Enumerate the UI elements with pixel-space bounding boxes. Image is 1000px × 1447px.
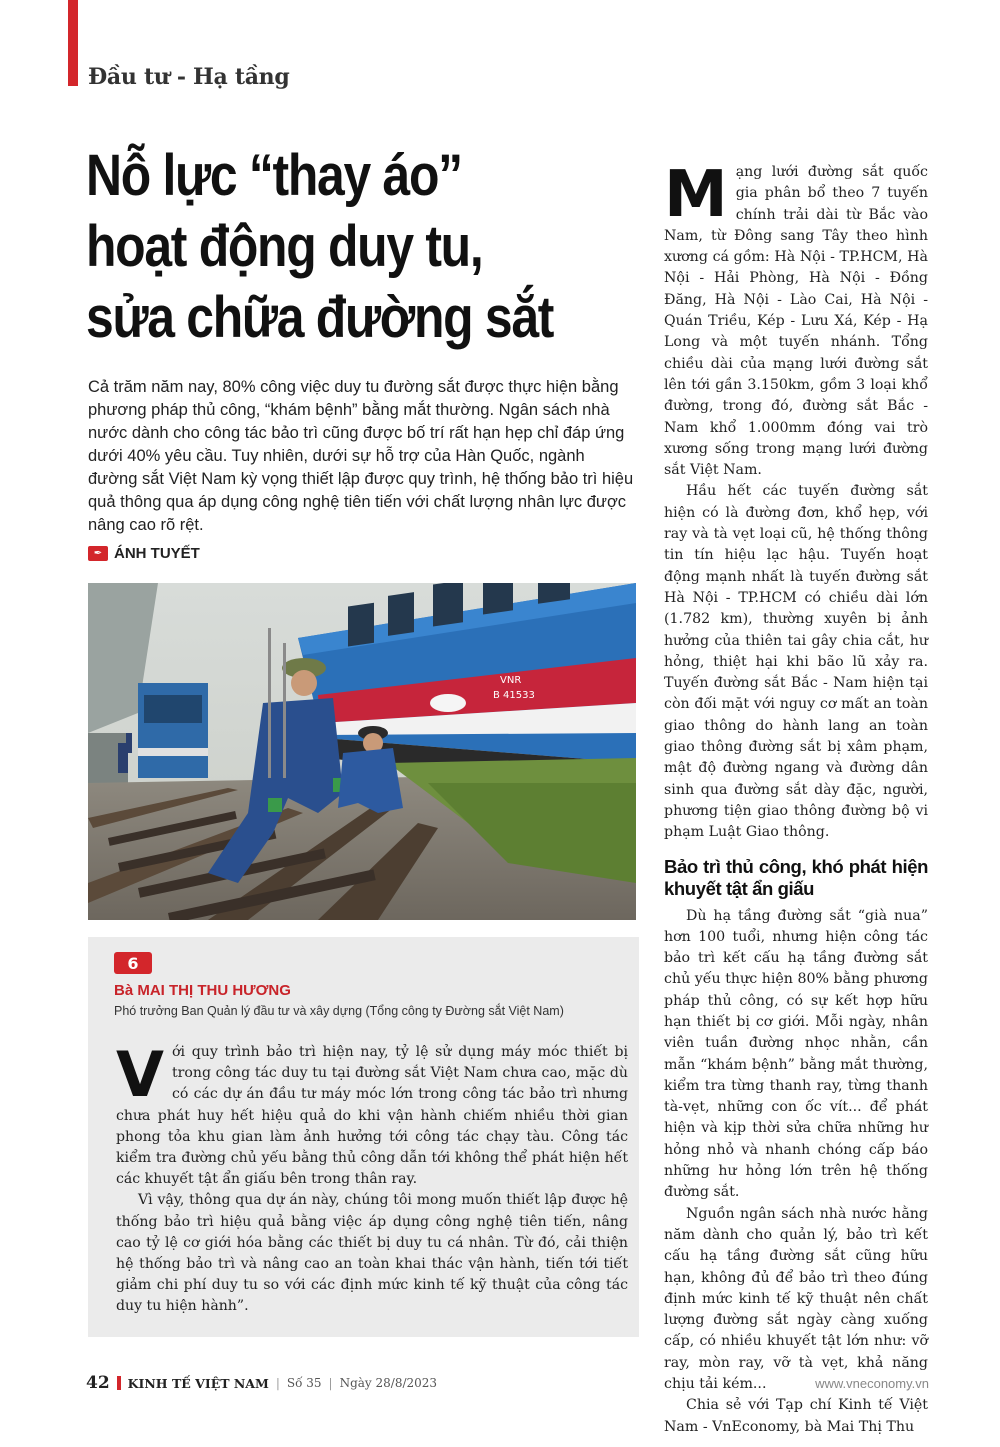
- quote-speaker-role: Phó trưởng Ban Quản lý đầu tư và xây dựng (Tổng công ty Đường sắt Việt Nam): [114, 1004, 564, 1018]
- railway-workers-photo: [88, 583, 636, 920]
- article-headline: [86, 140, 568, 353]
- section-label: Đầu tư - Hạ tầng: [88, 64, 290, 90]
- footer-separator: |: [328, 1376, 333, 1390]
- headline-line-2: hoạt động duy tu,: [86, 214, 483, 279]
- quote-paragraph-1: ới quy trình bảo trì hiện nay, tỷ lệ sử dụng máy móc thiết bị trong công tác duy tu tại đường sắt Việt Nam chưa cao, mặc dù có các dự án đầu tư máy móc lớn trong công tác bảo trì nhưng chưa phát huy hết hiệu quả do khi vận hành chiếm nhiều thời gian phong tỏa khu gian làm ảnh hưởng tới công tác chạy tàu. Công tác kiểm tra đường chủ yếu bằng thủ công dẫn tới không thể phát hiện hết các khuyết tật ẩn giấu bên trong thân ray.: [116, 1044, 628, 1188]
- article-dropcap: M: [664, 158, 728, 232]
- expert-quote-box: [88, 937, 639, 1337]
- issue-date: Ngày 28/8/2023: [339, 1376, 438, 1390]
- quote-speaker-name: Bà MAI THỊ THU HƯƠNG: [114, 982, 291, 999]
- article-paragraph-5: Chia sẻ với Tạp chí Kinh tế Việt Nam - VnEconomy, bà Mai Thị Thu: [664, 1397, 928, 1435]
- section-accent-bar: [68, 0, 78, 86]
- footer-info: [86, 1373, 437, 1393]
- quote-body: [116, 1038, 628, 1318]
- article-paragraph-3: Dù hạ tầng đường sắt “già nua” hơn 100 tuổi, nhưng hiện công tác bảo trì kết cấu hạ tầng đường sắt chủ yếu thực hiện 80% bằng phương pháp thủ công, có sự kết hợp hữu hạn thiết bị cơ giới. Mỗi ngày, nhân viên tuần đường nhọc nhằn, cần mẫn “khám bệnh” bằng mắt thường, kiểm tra từng thanh ray, từng thanh tà-vẹt, những con ốc vít... để phát hiện và kịp thời sửa chữa những hư hỏng nhỏ và nhanh chóng cấp báo những hư hỏng lớn trên hệ thống đường sắt.: [664, 907, 928, 1201]
- byline-author: ÁNH TUYẾT: [114, 545, 200, 562]
- carriage-number: B 41533: [493, 690, 535, 701]
- page-footer: [86, 1373, 929, 1393]
- footer-accent-mark: [117, 1376, 121, 1390]
- website-link[interactable]: www.vneconomy.vn: [815, 1375, 929, 1391]
- article-body: [664, 158, 928, 1438]
- carriage-text: VNR: [500, 675, 522, 686]
- quote-logo: 6: [114, 952, 152, 974]
- article-paragraph-1: ạng lưới đường sắt quốc gia phân bổ theo 7 tuyến chính trải dài từ Bắc vào Nam, từ Đông sang Tây theo hình xương cá gồm: Hà Nội - TP.HCM, Hà Nội - Hải Phòng, Hà Nội - Đồng Đăng, Hà Nội - Lào Cai, Hà Nội - Quán Triều, Kép - Lưu Xá, Kép - Hạ Long và một tuyến nhánh. Tổng chiều dài của mạng lưới đường sắt lên tới gần 3.150km, gồm 3 loại khổ đường, trong đó, đường sắt Bắc - Nam khổ 1.000mm đóng vai trò xương sống trong mạng lưới đường sắt Việt Nam.: [664, 164, 928, 479]
- quote-paragraph-2: Vì vậy, thông qua dự án này, chúng tôi mong muốn thiết lập được hệ thống bảo trì hiệu quả bằng việc áp dụng công nghệ tiên tiến, nâng cao tỷ lệ cơ giới hóa bằng các thiết bị duy tu cá nhân. Từ đó, cải thiện hệ thống bảo trì và nâng cao an toàn khai thác vận hành, tiến tới tiết giảm chi phí duy tu so với các định mức kinh tế kỹ thuật của công tác duy tu hiện hành”.: [116, 1192, 628, 1315]
- byline: [88, 545, 200, 562]
- article-paragraph-2: Hầu hết các tuyến đường sắt hiện có là đường đơn, khổ hẹp, với ray và tà vẹt loại cũ, hệ thống thông tin tín hiệu lạc hậu. Tuyến hoạt động mạnh nhất là tuyến đường sắt Hà Nội - TP.HCM có chiều dài lớn (1.782 km), thường xuyên bị ảnh hưởng của thiên tai gây chia cắt, hư hỏng, thiệt hại khi bão lũ xảy ra. Tuyến đường sắt Bắc - Nam hiện tại còn đối mặt với nguy cơ mất an toàn giao thông do hành lang an toàn giao thông đường sắt bị xâm phạm, mật độ đường ngang và đường dân sinh qua đường sắt dày đặc, người, phương tiện giao thông đường bộ vi phạm Luật Giao thông.: [664, 483, 928, 841]
- issue-number: Số 35: [286, 1376, 322, 1390]
- pen-icon: ✒: [88, 546, 108, 561]
- headline-line-1: Nỗ lực “thay áo”: [86, 143, 462, 208]
- magazine-name: KINH TẾ VIỆT NAM: [127, 1375, 269, 1391]
- article-subhead: Bảo trì thủ công, khó phát hiện khuyết tật ẩn giấu: [664, 855, 928, 899]
- article-paragraph-4: Nguồn ngân sách nhà nước hằng năm dành cho quản lý, bảo trì kết cấu hạ tầng đường sắt cũng hữu hạn, không đủ để bảo trì theo đúng định mức kinh tế kỹ thuật nên chất lượng đường sắt ngày càng xuống cấp, có nhiều khuyết tật lớn như: vỡ ray, mòn ray, vỡ tà vẹt, khả năng chịu tải kém...: [664, 1205, 928, 1393]
- headline-line-3: sửa chữa đường sắt: [86, 285, 554, 350]
- article-lead: Cả trăm năm nay, 80% công việc duy tu đường sắt được thực hiện bằng phương pháp thủ công, “khám bệnh” bằng mắt thường. Ngân sách nhà nước dành cho công tác bảo trì cũng được bố trí rất hạn hẹp chỉ đáp ứng dưới 40% yêu cầu. Tuy nhiên, dưới sự hỗ trợ của Hàn Quốc, ngành đường sắt Việt Nam kỳ vọng thiết lập được quy trình, hệ thống bảo trì hiệu quả thông qua áp dụng công nghệ tiên tiến với chất lượng nhân lực được nâng cao rõ rệt.: [88, 378, 634, 534]
- page-number: 42: [86, 1373, 110, 1393]
- footer-separator: |: [275, 1376, 280, 1390]
- quote-dropcap: V: [116, 1038, 164, 1111]
